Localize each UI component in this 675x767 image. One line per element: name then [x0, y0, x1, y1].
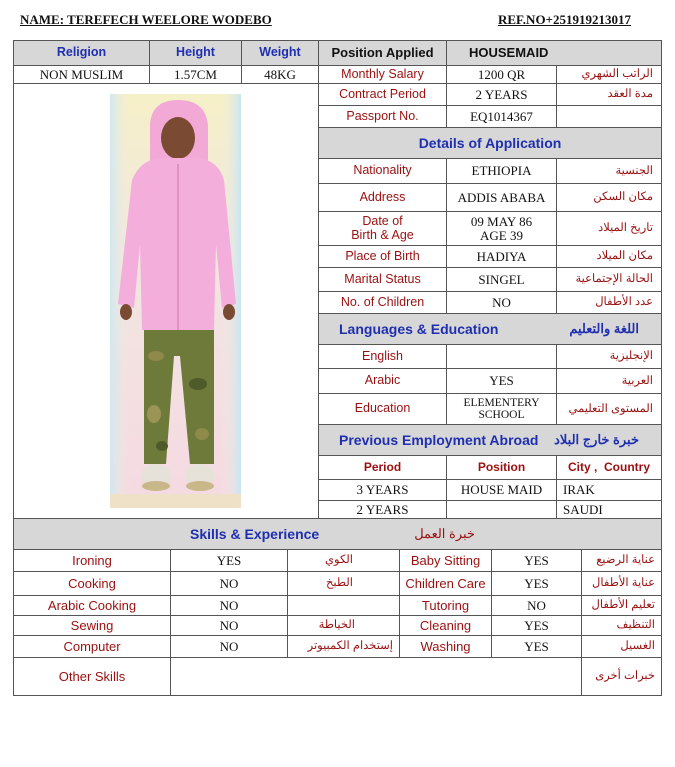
english-arabic: الإنجليزية — [557, 345, 662, 369]
employment-1-period: 3 YEARS — [319, 480, 447, 501]
skill-babysitting-label: Baby Sitting — [400, 550, 492, 572]
marital-status-value: SINGEL — [447, 268, 557, 292]
skill-cooking-arabic: الطبخ — [288, 572, 400, 596]
skill-tutoring-value: NO — [492, 596, 582, 616]
place-of-birth-arabic: مكان الميلاد — [557, 246, 662, 268]
skill-babysitting-value: YES — [492, 550, 582, 572]
english-value — [447, 345, 557, 369]
other-skills-value — [171, 658, 582, 696]
skill-sewing-value: NO — [171, 616, 288, 636]
passport-arabic — [557, 106, 662, 128]
education-value: ELEMENTERY SCHOOL — [447, 394, 557, 425]
address-value: ADDIS ABABA — [447, 184, 557, 212]
weight-header: Weight — [242, 41, 319, 66]
skill-cooking-value: NO — [171, 572, 288, 596]
details-section-title: Details of Application — [319, 128, 662, 159]
marital-status-arabic: الحالة الإجتماعية — [557, 268, 662, 292]
children-arabic: عدد الأطفال — [557, 292, 662, 314]
skill-ironing-arabic: الكوي — [288, 550, 400, 572]
employment-2-country: SAUDI — [557, 501, 662, 519]
children-label: No. of Children — [319, 292, 447, 314]
languages-title-ar: اللغة والتعليم — [569, 321, 639, 337]
skill-babysitting-arabic: عناية الرضيع — [582, 550, 662, 572]
contract-period-value: 2 YEARS — [447, 84, 557, 106]
education-arabic: المستوى التعليمي — [557, 394, 662, 425]
monthly-salary-label: Monthly Salary — [319, 66, 447, 84]
skill-computer-value: NO — [171, 636, 288, 658]
employment-title-ar: خبرة خارج البلاد — [554, 432, 639, 448]
skill-sewing-arabic: الخياطة — [288, 616, 400, 636]
religion-header: Religion — [14, 41, 150, 66]
employment-period-header: Period — [319, 456, 447, 480]
employment-country-header: City , Country — [557, 456, 662, 480]
skill-computer-arabic: إستخدام الكمبيوتر — [288, 636, 400, 658]
monthly-salary-arabic: الراتب الشهري — [557, 66, 662, 84]
employment-position-header: Position — [447, 456, 557, 480]
skill-cooking-label: Cooking — [14, 572, 171, 596]
skill-arabic-cooking-label: Arabic Cooking — [14, 596, 171, 616]
passport-value: EQ1014367 — [447, 106, 557, 128]
applicant-photo — [110, 94, 241, 508]
monthly-salary-value: 1200 QR — [447, 66, 557, 84]
dob-age-label: Date of Birth & Age — [319, 212, 447, 246]
employment-1-position: HOUSE MAID — [447, 480, 557, 501]
skill-washing-arabic: الغسيل — [582, 636, 662, 658]
skill-cleaning-value: YES — [492, 616, 582, 636]
english-label: English — [319, 345, 447, 369]
skills-title-en: Skills & Experience — [190, 525, 320, 542]
languages-section-title — [319, 314, 662, 345]
place-of-birth-value: HADIYA — [447, 246, 557, 268]
skill-ironing-label: Ironing — [14, 550, 171, 572]
dob-age-value: 09 MAY 86 AGE 39 — [447, 212, 557, 246]
nationality-label: Nationality — [319, 159, 447, 184]
skill-computer-label: Computer — [14, 636, 171, 658]
skill-childrencare-value: YES — [492, 572, 582, 596]
skill-washing-label: Washing — [400, 636, 492, 658]
skill-cleaning-arabic: التنظيف — [582, 616, 662, 636]
skill-childrencare-label: Children Care — [400, 572, 492, 596]
reference-number: REF.NO+251919213017 — [498, 12, 631, 27]
arabic-language-value: YES — [447, 369, 557, 394]
applicant-name: NAME: TEREFECH WEELORE WODEBO — [20, 12, 272, 27]
height-value: 1.57CM — [150, 66, 242, 84]
employment-section-title — [319, 425, 662, 456]
skills-title-ar: خبرة العمل — [414, 526, 475, 542]
skill-tutoring-arabic: تعليم الأطفال — [582, 596, 662, 616]
other-skills-arabic: خبرات أخرى — [582, 658, 662, 696]
marital-status-label: Marital Status — [319, 268, 447, 292]
children-value: NO — [447, 292, 557, 314]
contract-period-arabic: مدة العقد — [557, 84, 662, 106]
skill-tutoring-label: Tutoring — [400, 596, 492, 616]
employment-1-country: IRAK — [557, 480, 662, 501]
passport-label: Passport No. — [319, 106, 447, 128]
education-label: Education — [319, 394, 447, 425]
skill-childrencare-arabic: عناية الأطفال — [582, 572, 662, 596]
dob-arabic: تاريخ الميلاد — [557, 212, 662, 246]
arabic-language-label: Arabic — [319, 369, 447, 394]
contract-period-label: Contract Period — [319, 84, 447, 106]
languages-title-en: Languages & Education — [339, 320, 499, 337]
skills-section-title — [14, 519, 662, 550]
position-applied-value: HOUSEMAID — [447, 41, 662, 66]
skill-ironing-value: YES — [171, 550, 288, 572]
employment-title-en: Previous Employment Abroad — [339, 431, 539, 448]
skill-washing-value: YES — [492, 636, 582, 658]
skill-arabic-cooking-value: NO — [171, 596, 288, 616]
employment-2-position — [447, 501, 557, 519]
skill-cleaning-label: Cleaning — [400, 616, 492, 636]
nationality-value: ETHIOPIA — [447, 159, 557, 184]
other-skills-label: Other Skills — [14, 658, 171, 696]
arabic-language-arabic: العربية — [557, 369, 662, 394]
place-of-birth-label: Place of Birth — [319, 246, 447, 268]
employment-2-period: 2 YEARS — [319, 501, 447, 519]
skill-sewing-label: Sewing — [14, 616, 171, 636]
address-arabic: مكان السكن — [557, 184, 662, 212]
skill-arabic-cooking-arabic — [288, 596, 400, 616]
religion-value: NON MUSLIM — [14, 66, 150, 84]
height-header: Height — [150, 41, 242, 66]
weight-value: 48KG — [242, 66, 319, 84]
position-applied-label: Position Applied — [319, 41, 447, 66]
nationality-arabic: الجنسية — [557, 159, 662, 184]
address-label: Address — [319, 184, 447, 212]
